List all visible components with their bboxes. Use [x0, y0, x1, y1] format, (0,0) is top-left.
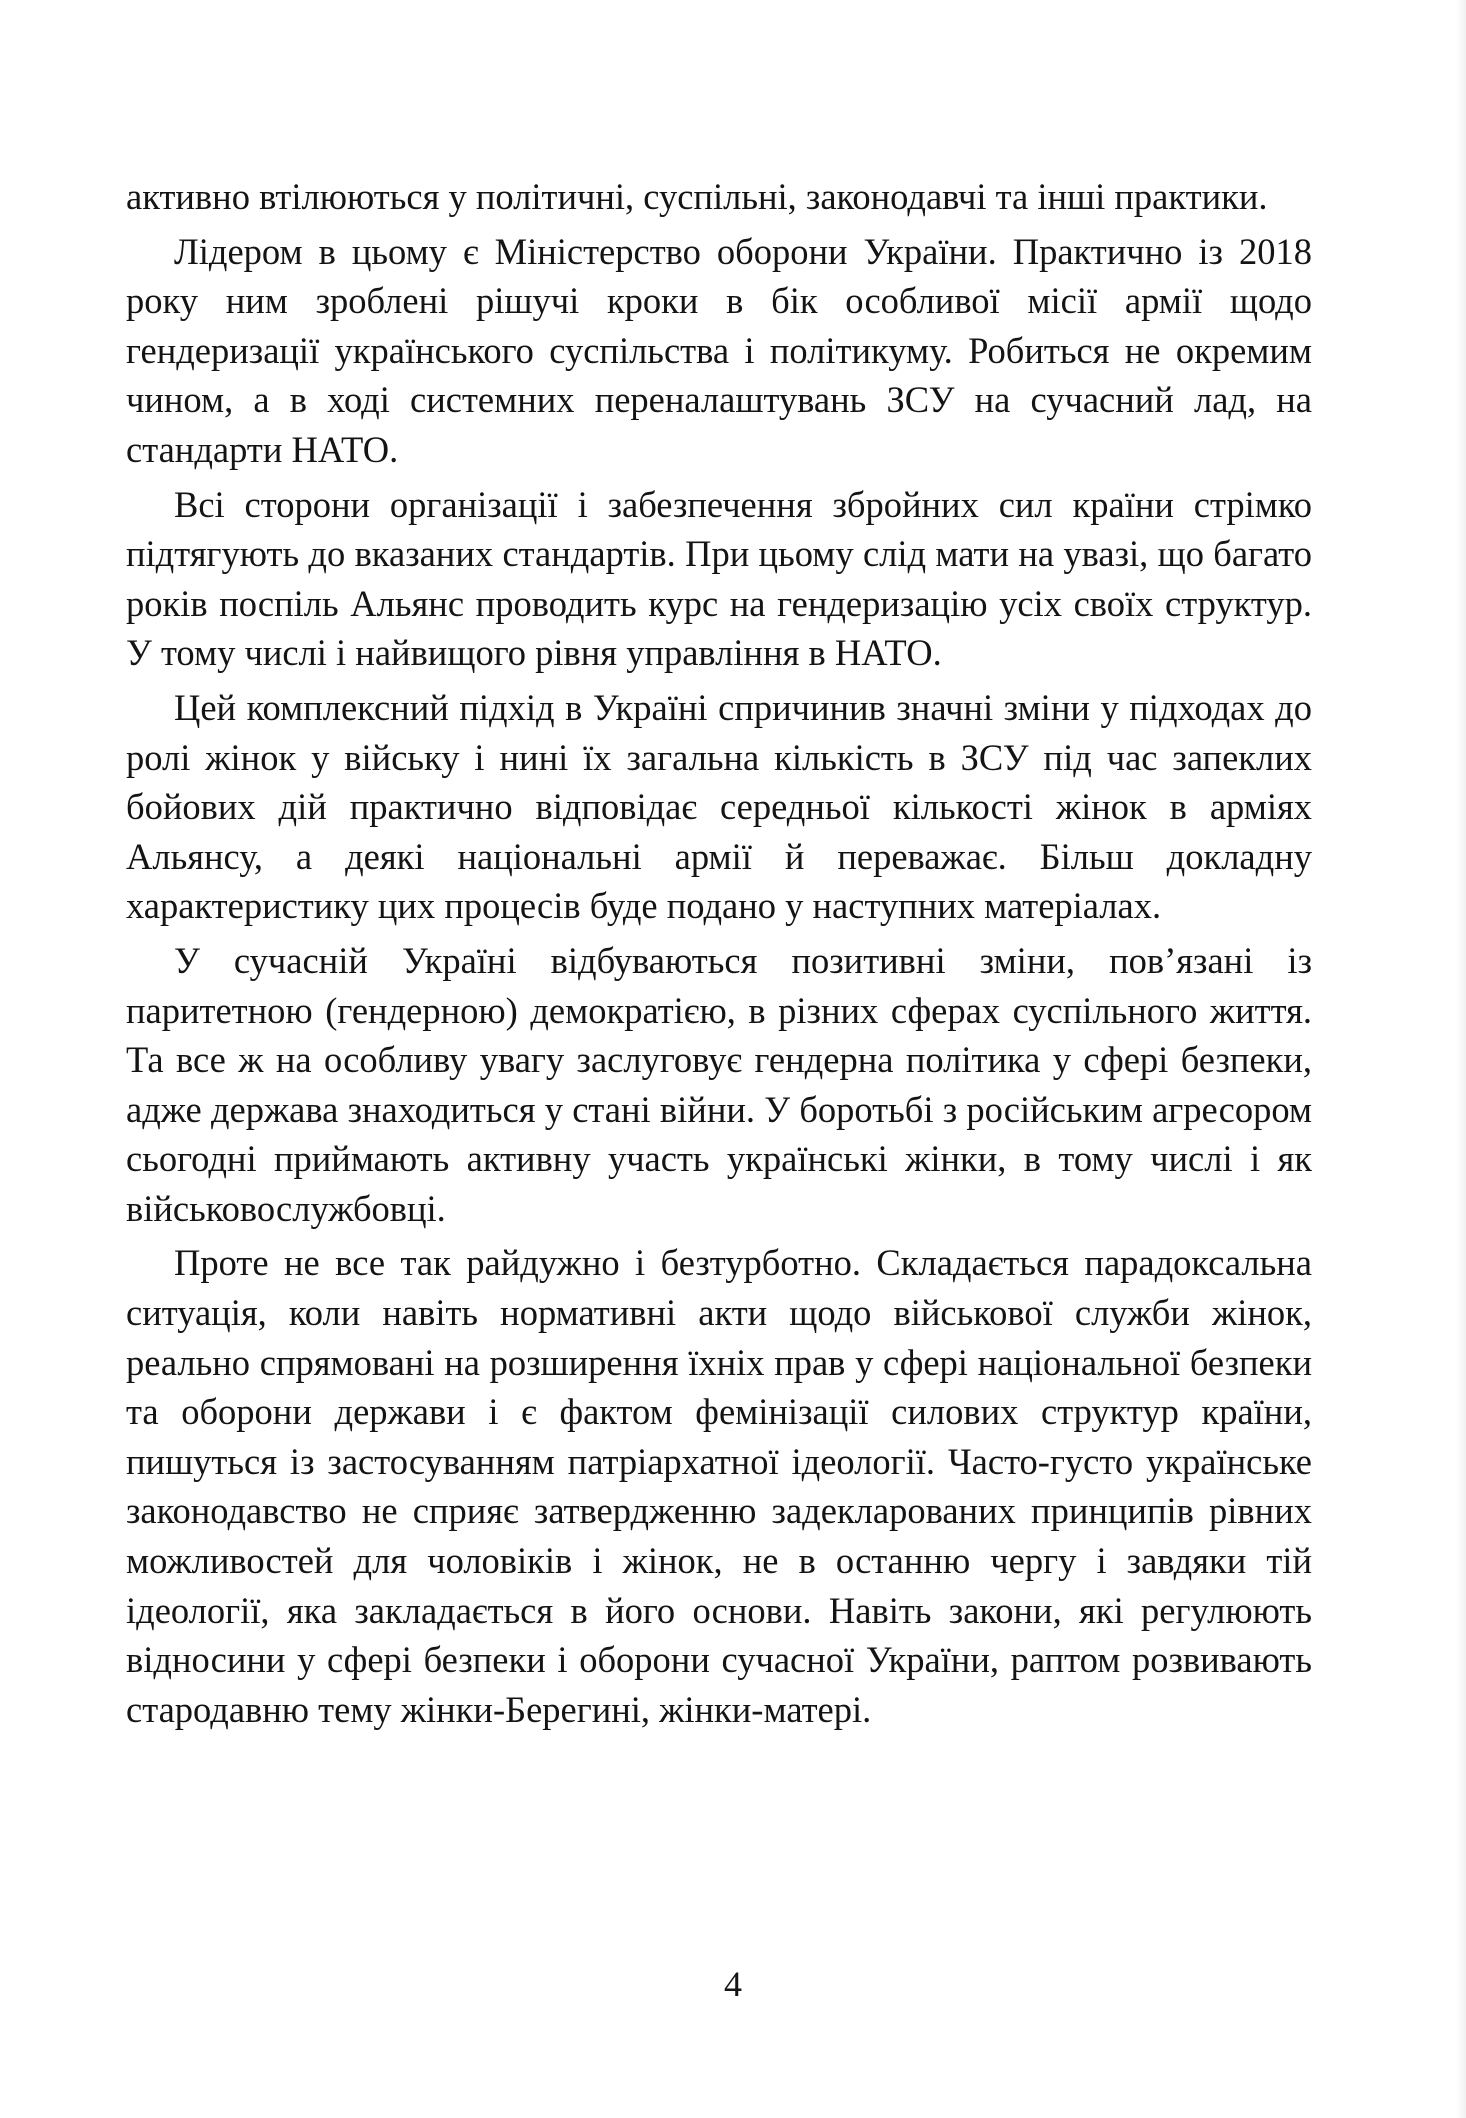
body-text	[126, 172, 1312, 1739]
paragraph-patriarchal-ideology: Проте не все так райдужно і безтурботно. Складається парадоксальна ситуація, коли навіть нормативні акти щодо військової служби жінок, реально спрямовані на розширення їхніх прав у сфері національної безпеки та оборони держави і є фактом фемінізації силових структур країни, пишуться із застосуванням патріархатної ідеології. Часто-густо українське законодавство не сприяє затвердженню задекларованих принципів рівних можливостей для чоловіків і жінок, не в останню чергу і завдяки тій ідеології, яка закладається в його основи. Навіть закони, які регулюють відносини у сфері безпеки і оборони сучасної України, раптом розвивають стародавню тему жінки-Берегині, жінки-матері.	[126, 1242, 1312, 1730]
paragraph-ministry-defense: Лідером в цьому є Міністерство оборони України. Практично із 2018 року ним зроблені рішучі кроки в бік особливої місії армії щодо гендеризації українського суспільства і політикуму. Робиться не окремим чином, а в ході системних переналаштувань ЗСУ на сучасний лад, на стандарти НАТО.	[126, 230, 1312, 470]
paragraph-women-in-army: Цей комплексний підхід в Україні спричинив значні зміни у підходах до ролі жінок у війську і нині їх загальна кількість в ЗСУ під час запеклих бойових дій практично відповідає середньої кількості жінок в арміях Альянсу, а деякі національні армії й переважає. Більш докладну характеристику цих процесів буде подано у наступних матеріалах.	[126, 686, 1312, 927]
page-number: 4	[724, 1964, 742, 2004]
paragraph-continuation: активно втілюються у політичні, суспільні, законодавчі та інші практики.	[126, 176, 1268, 217]
paragraph-nato-standards: Всі сторони організації і забезпечення збройних сил країни стрімко підтягують до вказаних стандартів. При цьому слід мати на увазі, що багато років поспіль Альянс проводить курс на гендеризацію усіх своїх структур. У тому числі і найвищого рівня управління в НАТО.	[126, 483, 1312, 674]
page-edge-shadow	[1456, 0, 1466, 2118]
paragraph-gender-democracy: У сучасній Україні відбуваються позитивні зміни, пов’язані із паритетною (гендерною) демократією, в різних сферах суспільного життя. Та все ж на особливу увагу заслуговує гендерна політика у сфері безпеки, адже держава знаходиться у стані війни. У боротьбі з російським агресором сьогодні приймають активну участь українські жінки, в тому числі і як військовослужбовці.	[126, 939, 1312, 1229]
